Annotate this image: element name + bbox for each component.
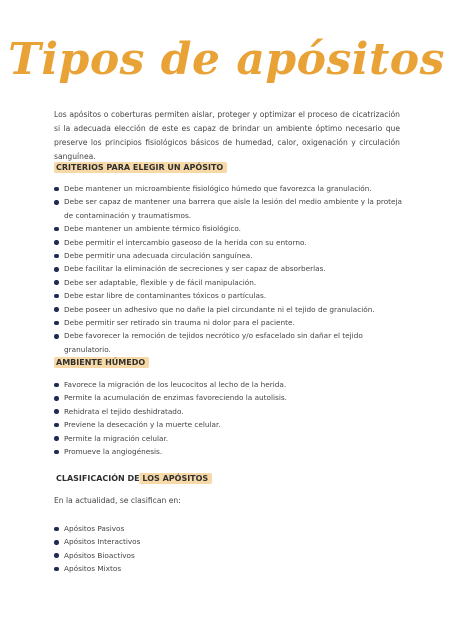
list-item: Debe mantener un microambiente fisiológico húmedo que favorezca la granulación. <box>54 182 404 195</box>
section-heading-ambiente <box>54 357 149 368</box>
list-item: Debe ser capaz de mantener una barrera que aisle la lesión del medio ambiente y la proteja de contaminación y traumatismos. <box>54 195 404 222</box>
page-title: Tipos de apósitos <box>8 34 445 85</box>
section-heading-criterios <box>54 162 227 173</box>
list-item: Debe permitir ser retirado sin trauma ni dolor para el paciente. <box>54 316 404 329</box>
list-item: Debe favorecer la remoción de tejidos necrótico y/o esfacelado sin dañar el tejido granulatorio. <box>54 329 404 356</box>
classification-lead: En la actualidad, se clasifican en: <box>54 496 181 505</box>
list-item: Debe poseer un adhesivo que no dañe la piel circundante ni el tejido de granulación. <box>54 303 404 316</box>
list-item: Debe mantener un ambiente térmico fisiológico. <box>54 222 404 235</box>
list-item: Favorece la migración de los leucocitos al lecho de la herida. <box>54 378 404 391</box>
list-item: Debe facilitar la eliminación de secreciones y ser capaz de absorberlas. <box>54 262 404 275</box>
list-item: Apósitos Interactivos <box>54 535 404 548</box>
list-item: Apósitos Pasivos <box>54 522 404 535</box>
list-item: Apósitos Bioactivos <box>54 549 404 562</box>
list-item: Previene la desecación y la muerte celular. <box>54 418 404 431</box>
list-item: Debe permitir una adecuada circulación sanguínea. <box>54 249 404 262</box>
list-item: Promueve la angiogénesis. <box>54 445 404 458</box>
section-heading-text: AMBIENTE HÚMEDO <box>54 357 149 368</box>
ambiente-list <box>54 378 404 458</box>
list-item: Apósitos Mixtos <box>54 562 404 575</box>
list-item: Rehidrata el tejido deshidratado. <box>54 405 404 418</box>
section-heading-text: CRITERIOS PARA ELEGIR UN APÓSITO <box>54 162 227 173</box>
criteria-list <box>54 182 404 356</box>
list-item: Permite la migración celular. <box>54 432 404 445</box>
intro-paragraph: Los apósitos o coberturas permiten aislar, proteger y optimizar el proceso de cicatrización si la adecuada elección de este es capaz de brindar un ambiente óptimo necesario que preserve los principios fisiológicos básicos de humedad, calor, oxigenación y circulación sanguínea. <box>54 110 400 161</box>
list-item: Debe estar libre de contaminantes tóxicos o partículas. <box>54 289 404 302</box>
section-heading-clasificacion <box>54 473 212 484</box>
list-item: Debe permitir el intercambio gaseoso de la herida con su entorno. <box>54 236 404 249</box>
classification-list <box>54 522 404 576</box>
list-item: Debe ser adaptable, flexible y de fácil manipulación. <box>54 276 404 289</box>
section-heading-text: CLASIFICACIÓN DE LOS APÓSITOS <box>54 473 212 484</box>
list-item: Permite la acumulación de enzimas favoreciendo la autolisis. <box>54 391 404 404</box>
